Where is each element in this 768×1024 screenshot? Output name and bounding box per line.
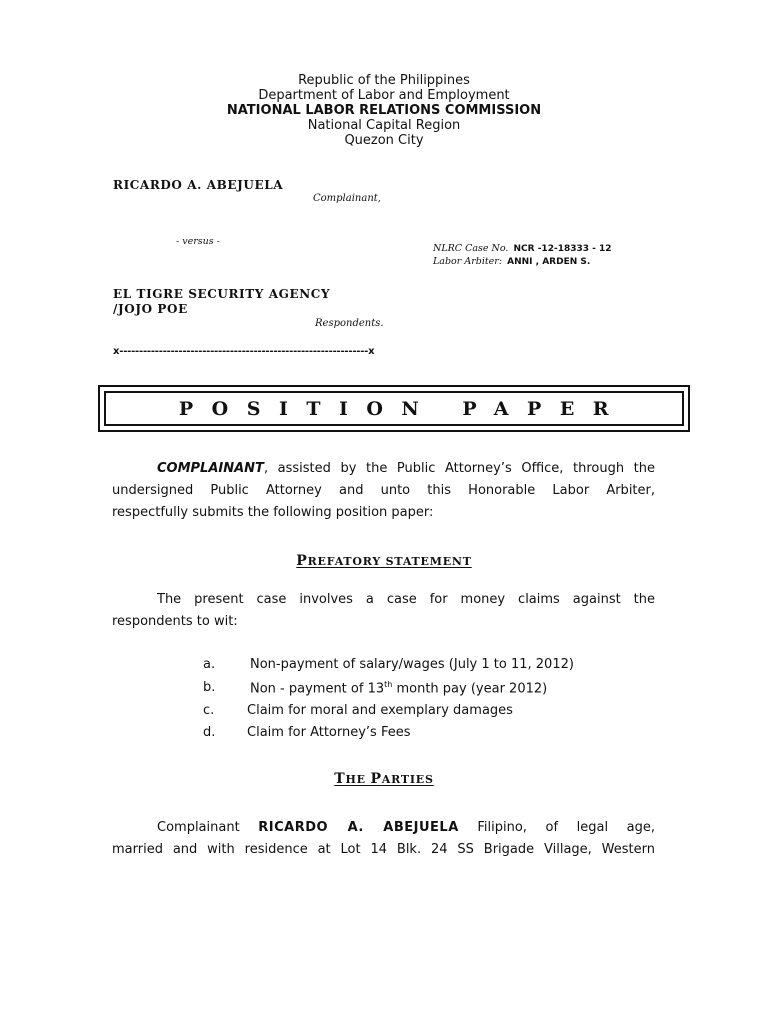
intro-paragraph: [112, 458, 655, 524]
parties-complainant-name: RICARDO A. ABEJUELA: [258, 820, 459, 835]
claim-text: Claim for moral and exemplary damages: [247, 703, 513, 718]
claim-letter: d.: [203, 725, 216, 740]
labor-arbiter-label: Labor Arbiter:: [433, 256, 503, 267]
title-box-outer: [98, 385, 690, 432]
case-number-value: NCR -12-18333 - 12: [513, 244, 612, 254]
intro-line-3: respectfully submits the following position paper:: [112, 505, 434, 520]
caption-closing-line: x---------------------------------------------------------------x: [113, 346, 375, 357]
parties-line-1-rest: Filipino, of legal age,: [477, 820, 655, 835]
parties-heading-p: P: [370, 771, 382, 787]
header-city: Quezon City: [344, 133, 424, 148]
parties-heading-rest: ARTIES: [381, 773, 434, 786]
complainant-name: RICARDO A. ABEJUELA: [113, 178, 284, 192]
header-department: Department of Labor and Employment: [258, 88, 510, 103]
parties-heading: [0, 771, 768, 787]
claim-text-after: month pay (year 2012): [392, 681, 548, 697]
versus-label: - versus -: [176, 236, 220, 247]
complainant-role: Complainant,: [313, 193, 381, 204]
parties-line-2: married and with residence at Lot 14 Blk. 24 SS Brigade Village, Western: [112, 842, 655, 857]
claim-letter: c.: [203, 703, 215, 718]
claim-text: Claim for Attorney’s Fees: [247, 725, 411, 740]
claim-text: [250, 680, 547, 696]
labor-arbiter-name: ANNI , ARDEN S.: [507, 257, 591, 267]
parties-heading-he: HE: [345, 773, 371, 786]
title-box-inner: [104, 391, 684, 426]
prefatory-heading: [0, 553, 768, 569]
parties-lead: Complainant: [157, 820, 240, 835]
claim-text-before: Non - payment of 13: [250, 681, 385, 697]
claim-letter: b.: [203, 680, 216, 695]
document-title: POSITION PAPER: [178, 397, 628, 420]
intro-lead: COMPLAINANT: [157, 461, 264, 476]
parties-paragraph: [112, 817, 655, 861]
header-commission: NATIONAL LABOR RELATIONS COMMISSION: [226, 103, 542, 118]
prefatory-line-2: respondents to wit:: [112, 614, 238, 629]
header-region: National Capital Region: [307, 118, 461, 133]
prefatory-heading-initial: P: [296, 553, 308, 569]
claim-letter: a.: [203, 657, 216, 672]
header-republic: Republic of the Philippines: [298, 73, 470, 88]
prefatory-paragraph: [112, 589, 655, 633]
respondent-name-line1: EL TIGRE SECURITY AGENCY: [113, 287, 331, 301]
prefatory-line-1: The present case involves a case for money claims against the: [157, 592, 655, 607]
prefatory-heading-rest: REFATORY STATEMENT: [307, 555, 472, 568]
claim-superscript: th: [384, 680, 393, 689]
claim-text: Non-payment of salary/wages (July 1 to 11, 2012): [250, 657, 574, 672]
intro-line-1: [112, 458, 655, 480]
case-number-label: NLRC Case No.: [433, 243, 509, 254]
labor-arbiter-line: [433, 249, 590, 268]
parties-line-1: [112, 817, 655, 839]
respondent-name-line2: /JOJO POE: [113, 302, 188, 316]
intro-line-1-text: , assisted by the Public Attorney’s Office, through the: [263, 461, 655, 476]
respondent-role: Respondents.: [315, 318, 384, 329]
intro-line-2: undersigned Public Attorney and unto this Honorable Labor Arbiter,: [112, 483, 655, 498]
parties-heading-t: T: [334, 771, 346, 787]
